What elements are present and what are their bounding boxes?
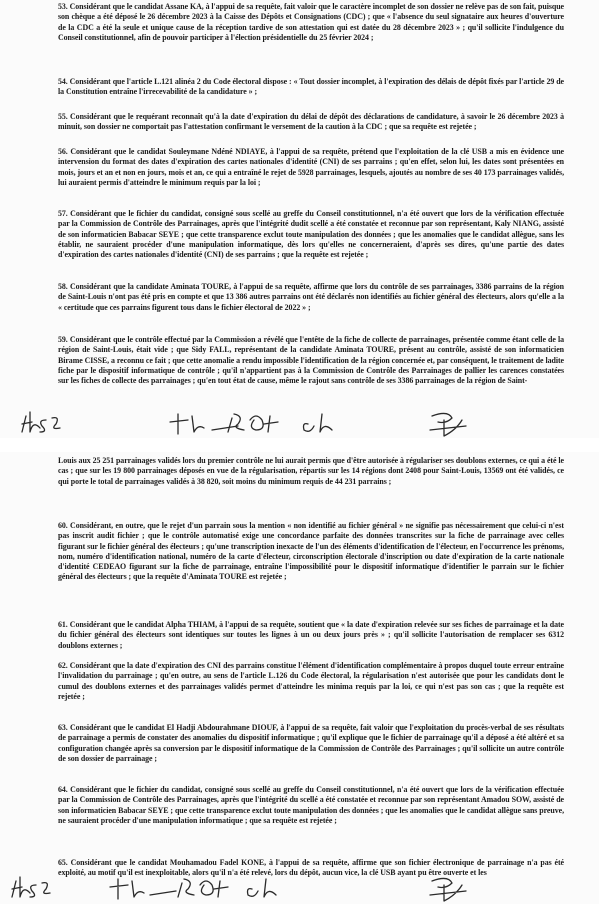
signatures-lower	[0, 873, 599, 903]
signatures-upper	[0, 408, 599, 438]
paragraph-55: 55. Considérant que le requérant reconnaît qu'à la date d'expiration du délai de dépôt des déclarations de candidature, à savoir le 26 décembre 2023 à minuit, son dossier ne comportait pas l'attestation confirmant le versement de la caution à la CDC ; que sa requête est rejetée ;	[58, 112, 564, 132]
paragraph-57: 57. Considérant que le fichier du candidat, consigné sous scellé au greffe du Conseil constitutionnel, n'a été ouvert que lors de la vérification effectuée par la Commission de Contrôle des Parrainages, après que l'intégrité dudit scellé a été constatée et reconnue par son représentant, Kaly NIANG, assisté de son informaticien Babacar SEYE ; que cette transparence exclut toute manipulation des données ; que les anomalies que le candidat allègue, sans les établir, ne sauraient procéder d'une manipulation informatique, dès lors qu'elles ne concerneraient, d'après ses dires, qu'une partie des dates d'expiration des cartes nationales d'identité (CNI) de ses parrains ; que la requête est rejetée ;	[58, 209, 564, 260]
page-break	[0, 438, 599, 452]
paragraph-59: 59. Considérant que le contrôle effectué par la Commission a révélé que l'entête de la fiche de collecte de parrainages, présentée comme étant celle de la région de Saint-Louis, était vide ; que Sidy FALL, représentant de la candidate Aminata TOURE, présent au contrôle, assisté de son informaticien Birame CISSE, a reconnu ce fait ; que cette anomalie a rendu impossible l'identification de la région concernée et, par conséquent, le traitement de ladite fiche par le dispositif informatique de contrôle ; qu'il n'appartient pas à la Commission de Contrôle des Parrainages de pallier les carences constatées sur les fiches de collecte des parrainages ; qu'en tout état de cause, même le rajout sans contrôle de ses 3386 parrainages de la région de Saint-	[58, 335, 564, 386]
handwritten-initials-image	[0, 873, 599, 903]
page-sheet-upper	[0, 0, 599, 438]
paragraph-63: 63. Considérant que le candidat El Hadji Abdourahmane DIOUF, à l'appui de sa requête, fait valoir que l'exploitation du procès-verbal de ses résultats de parrainage a permis de constater des anomalies du dispositif informatique ; qu'il explique que le fichier de parrainage qu'il a déposé a été altéré et sa configuration changée après sa conversion par le dispositif informatique de la Commission de Contrôle des Parrainages ; qu'il sollicite un autre contrôle de son dossier de parrainage ;	[58, 723, 564, 763]
handwritten-initials-image	[0, 408, 599, 438]
paragraph-56: 56. Considérant que le candidat Souleymane Ndéné NDIAYE, à l'appui de sa requête, prétend que l'exploitation de la clé USB a mis en évidence une intervension du format des dates d'expiration des cartes nationales d'identité (CNI) de ses parrains ; qu'en effet, selon lui, les dates sont présentées en mois, jours et an et non en jours, mois et an, ce qui a entraîné le rejet de 5928 parrainages, lesquels, ajoutés au nombre de ses 40 173 parrainages validés, lui auraient permis d'atteindre le minimum requis par la loi ;	[58, 147, 564, 187]
paragraph-58: 58. Considérant que la candidate Aminata TOURE, à l'appui de sa requête, affirme que lors du contrôle de ses parrainages, 3386 parrains de la région de Saint-Louis n'ont pas été pris en compte et que 13 386 autres parrains ont été déclarés non identifiés au fichier général des électeurs, alors qu'elle a la « certitude que ces parrains figurent tous dans le fichier électoral de 2022 » ;	[58, 282, 564, 312]
paragraph-60: 60. Considérant, en outre, que le rejet d'un parrain sous la mention « non identifié au fichier général » ne signifie pas nécessairement que celui-ci n'est pas inscrit audit fichier ; que le contrôle automatisé exige une concordance parfaite des données transcrites sur la fiche de parrainage avec celles figurant sur le fichier général des électeurs ; qu'une transcription inexacte de l'un des éléments d'identification de l'électeur, en l'occurrence les prénoms, nom, numéro d'identification national, numéro de la carte d'électeur, circonscription électorale d'inscription ou date d'expiration de la carte nationale d'identité CEDEAO figurant sur la fiche de parrainage, entraîne l'impossibilité pour le dispositif informatique d'identifier le parrain sur le fichier général des électeurs ; que la requête d'Aminata TOURE est rejetée ;	[58, 521, 564, 582]
paragraph-61: 61. Considérant que le candidat Alpha THIAM, à l'appui de sa requête, soutient que « la date d'expiration relevée sur ses fiches de parrainage et la date du fichier général des électeurs sont identiques sur toutes les lignes à un ou deux jours près » ; qu'il sollicite l'autorisation de remplacer ses 6312 doublons externes ;	[58, 620, 564, 650]
paragraph-62: 62. Considérant que la date d'expiration des CNI des parrains constitue l'élément d'identification complémentaire à propos duquel toute erreur entraîne l'invalidation du parrainage ; qu'en outre, au sens de l'article L.126 du Code électoral, la régularisation n'est autorisée que pour les candidats dont le cumul des doublons externes et des parrainages validés permet d'atteindre les minima requis par la loi, ce qui n'est pas son cas ; que la requête est rejetée ;	[58, 661, 564, 701]
page-sheet-lower	[0, 452, 599, 904]
paragraph-65: 65. Considérant que le candidat Mouhamadou Fadel KONE, à l'appui de sa requête, affirme que son fichier électronique de parrainage n'a pas été exploité, au motif qu'il est inexploitable, alors qu'il n'a été relevé, lors du dépôt, aucun vice, la clé USB ayant pu être ouverte et les	[58, 858, 564, 878]
paragraph-59-continued: Louis aux 25 251 parrainages validés lors du premier contrôle ne lui aurait permis que d'être autorisée à régulariser ses doublons externes, ce qui a été le cas ; que sur les 19 800 parrainages déposés en vue de la régularisation, répartis sur les 14 régions dont 2408 pour Saint-Louis, 13569 ont été validés, ce qui porte le total de parrainages validés à 38 820, soit moins du minimum requis de 44 231 parrains ;	[58, 456, 564, 486]
paragraph-54: 54. Considérant que l'article L.121 alinéa 2 du Code électoral dispose : « Tout dossier incomplet, à l'expiration des délais de dépôt fixés par l'article 29 de la Constitution entraîne l'irrecevabilité de la candidature » ;	[58, 77, 564, 97]
paragraph-53: 53. Considérant que le candidat Assane KA, à l'appui de sa requête, fait valoir que le caractère incomplet de son dossier ne relève pas de son fait, puisque son chèque a été déposé le 26 décembre 2023 à la Caisse des Dépôts et Consignations (CDC) ; que « l'absence du seul signataire aux heures d'ouverture de la CDC a été la seule et unique cause de la réception tardive de son attestation qui est datée du 28 décembre 2023 » ; qu'il sollicite l'indulgence du Conseil constitutionnel, afin de pouvoir participer à l'élection présidentielle du 25 février 2024 ;	[58, 2, 564, 42]
paragraph-64: 64. Considérant que le fichier du candidat, consigné sous scellé au greffe du Conseil constitutionnel, n'a été ouvert que lors de la vérification effectuée par la Commission de Contrôle des Parrainages, après que l'intégrité du scellé a été constatée et reconnue par son représentant Amadou SOW, assisté de son informaticien Babacar SEYE ; que cette transparence exclut toute manipulation des données ; que les anomalies que le candidat allègue sans preuve, ne sauraient procéder d'une manipulation informatique ; que sa requête est rejetée ;	[58, 785, 564, 825]
